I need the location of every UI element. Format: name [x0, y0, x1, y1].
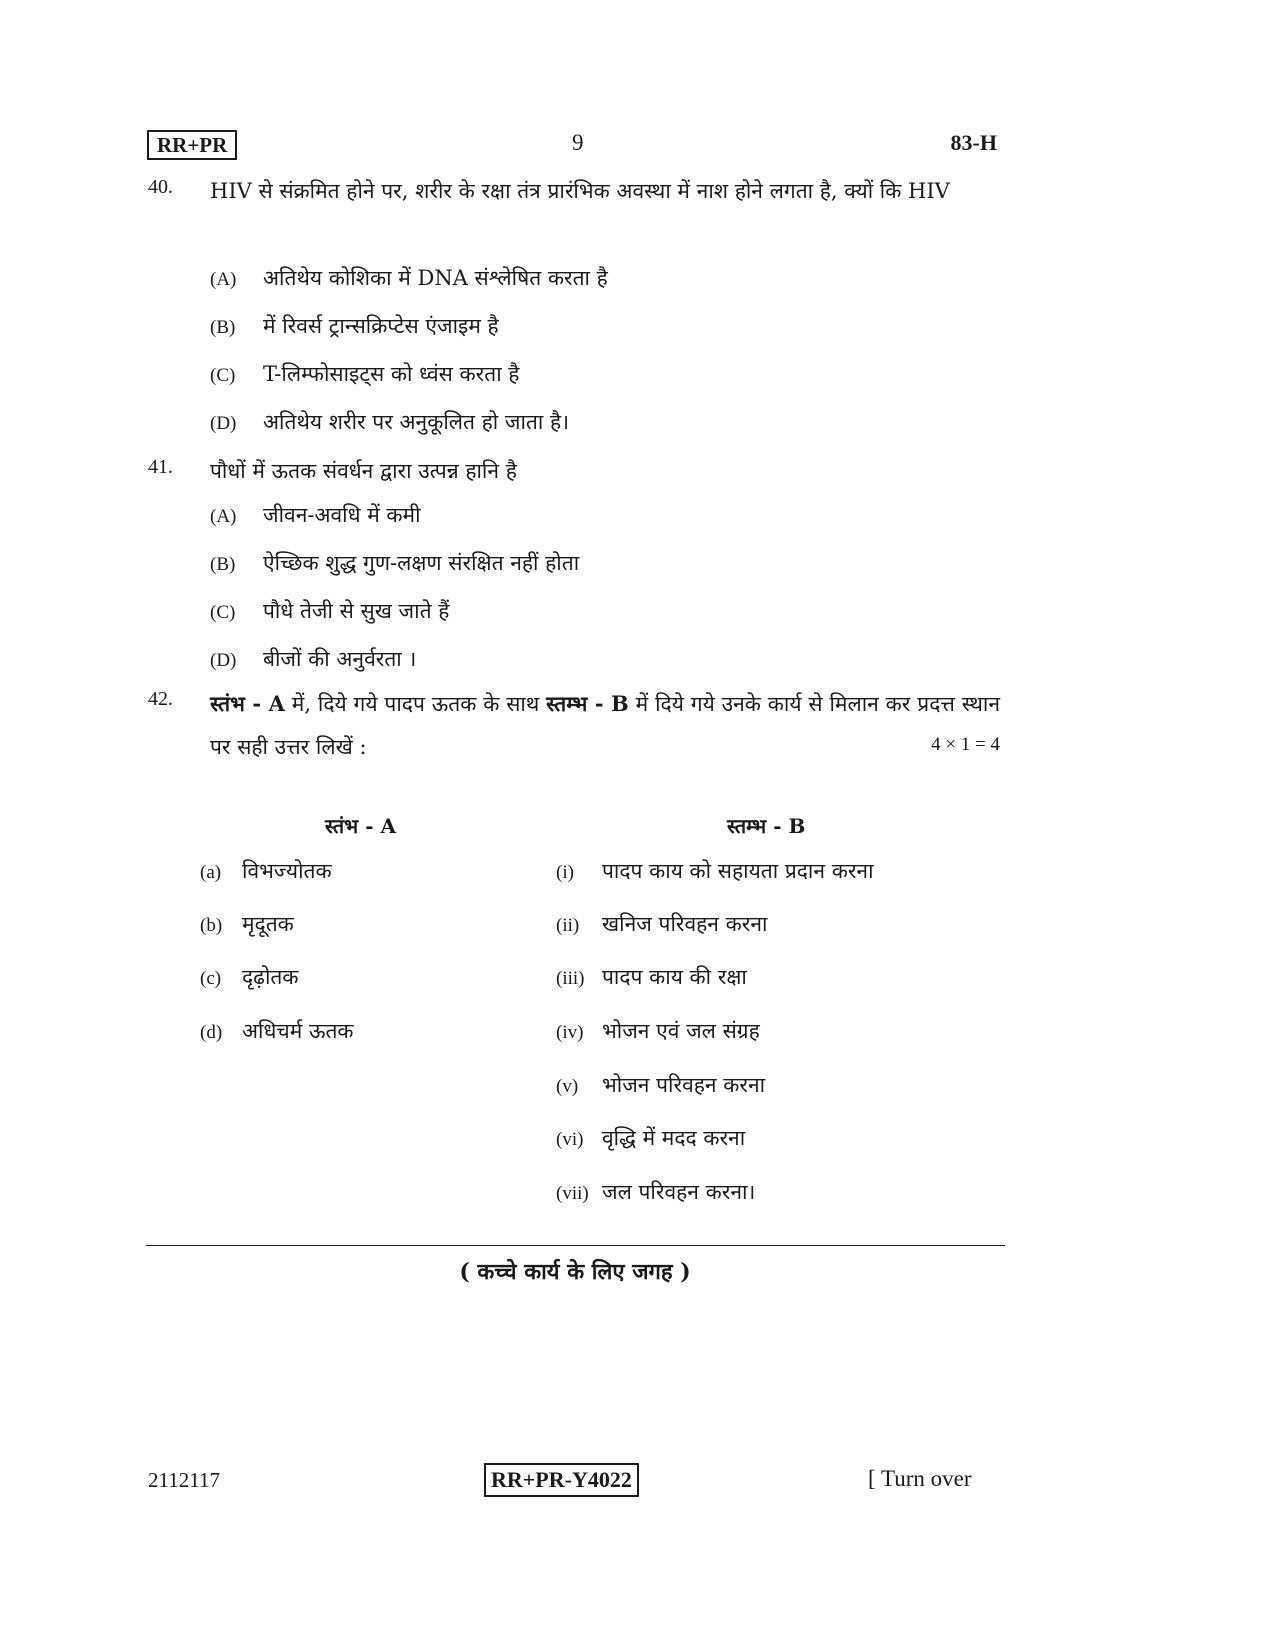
option-text: अतिथेय शरीर पर अनुकूलित हो जाता है।	[263, 410, 570, 434]
question-text	[210, 682, 1000, 769]
option-label: (D)	[210, 650, 237, 671]
option-label: (C)	[210, 602, 236, 623]
item-label: (c)	[200, 968, 222, 989]
option-b	[210, 311, 499, 343]
footer-serial: 2112117	[148, 1468, 220, 1492]
item-text: भोजन परिवहन करना	[602, 1073, 766, 1097]
item-label: (b)	[200, 915, 223, 936]
column-a-item	[200, 909, 294, 941]
item-text: विभज्योतक	[242, 859, 332, 883]
item-text: जल परिवहन करना।	[602, 1180, 756, 1204]
item-text: अधिचर्म ऊतक	[242, 1019, 354, 1043]
turn-over-label: [ Turn over	[868, 1466, 972, 1491]
column-a-item	[200, 856, 332, 888]
item-text: पादप काय की रक्षा	[602, 965, 747, 989]
option-label: (A)	[210, 269, 237, 290]
item-text: वृद्धि में मदद करना	[602, 1126, 746, 1150]
column-b-item	[556, 1177, 755, 1209]
item-label: (iii)	[556, 968, 585, 989]
item-text: भोजन एवं जल संग्रह	[602, 1019, 760, 1043]
column-b-ref: स्तम्भ - B	[546, 691, 629, 716]
option-c	[210, 596, 449, 628]
question-number: 40.	[148, 176, 173, 198]
column-a-ref: स्तंभ - A	[210, 691, 285, 716]
option-text: में रिवर्स ट्रान्सक्रिप्टेस एंजाइम है	[263, 314, 499, 338]
column-a-item	[200, 962, 299, 994]
item-label: (d)	[200, 1022, 223, 1043]
column-b-item	[556, 1070, 765, 1102]
question-number: 41.	[148, 456, 173, 478]
option-a	[210, 500, 421, 532]
rough-work-label: ( कच्चे कार्य के लिए जगह )	[459, 1259, 691, 1285]
column-a-heading: स्तंभ - A	[325, 814, 396, 838]
question-text-part-2: में दिये गये उनके कार्य से मिलान कर प्रदत्त स्थान पर सही उत्तर लिखें :	[210, 692, 1000, 759]
question-text: पौधों में ऊतक संवर्धन द्वारा उत्पन्न हानि है	[210, 459, 517, 483]
option-text: बीजों की अनुर्वरता ।	[263, 647, 417, 671]
column-b-item	[556, 1123, 745, 1155]
item-label: (iv)	[556, 1022, 584, 1043]
item-label: (a)	[200, 862, 222, 883]
item-text: दृढ़ोतक	[242, 965, 299, 989]
section-divider	[146, 1245, 1005, 1246]
footer-code-box: RR+PR-Y4022	[484, 1463, 639, 1497]
item-label: (i)	[556, 862, 574, 883]
column-b-item	[556, 962, 747, 994]
option-d	[210, 644, 416, 676]
item-label: (vi)	[556, 1129, 584, 1150]
item-label: (vii)	[556, 1183, 589, 1204]
header-series-box: RR+PR	[147, 130, 237, 160]
option-label: (B)	[210, 317, 236, 338]
option-label: (D)	[210, 413, 237, 434]
marks-allocation: 4 × 1 = 4	[931, 734, 1000, 755]
column-b-item	[556, 1016, 760, 1048]
question-number: 42.	[148, 688, 173, 710]
column-b-item	[556, 856, 874, 888]
paper-code: 83-H	[950, 130, 997, 155]
item-text: खनिज परिवहन करना	[602, 912, 768, 936]
item-label: (ii)	[556, 915, 580, 936]
column-a-item	[200, 1016, 354, 1048]
option-b	[210, 548, 579, 580]
column-b-item	[556, 909, 767, 941]
option-text: T-लिम्फोसाइट्स को ध्वंस करता है	[263, 362, 520, 386]
page-number: 9	[572, 130, 584, 155]
option-label: (B)	[210, 554, 236, 575]
column-b-heading: स्तम्भ - B	[727, 814, 806, 838]
question-text: HIV से संक्रमित होने पर, शरीर के रक्षा तंत्र प्रारंभिक अवस्था में नाश होने लगता है, क्यों कि HIV	[210, 179, 950, 203]
option-text: अतिथेय कोशिका में DNA संश्लेषित करता है	[263, 266, 608, 290]
option-c	[210, 359, 519, 391]
question-text-part-1: में, दिये गये पादप ऊतक के साथ	[284, 692, 547, 716]
option-text: ऐच्छिक शुद्ध गुण-लक्षण संरक्षित नहीं होता	[263, 551, 580, 575]
option-text: पौधे तेजी से सुख जाते हैं	[263, 599, 450, 623]
item-text: पादप काय को सहायता प्रदान करना	[602, 859, 874, 883]
option-label: (A)	[210, 506, 237, 527]
option-label: (C)	[210, 365, 236, 386]
option-text: जीवन-अवधि में कमी	[263, 503, 421, 527]
option-d	[210, 407, 569, 439]
item-label: (v)	[556, 1076, 579, 1097]
option-a	[210, 263, 608, 295]
item-text: मृदूतक	[242, 912, 294, 936]
